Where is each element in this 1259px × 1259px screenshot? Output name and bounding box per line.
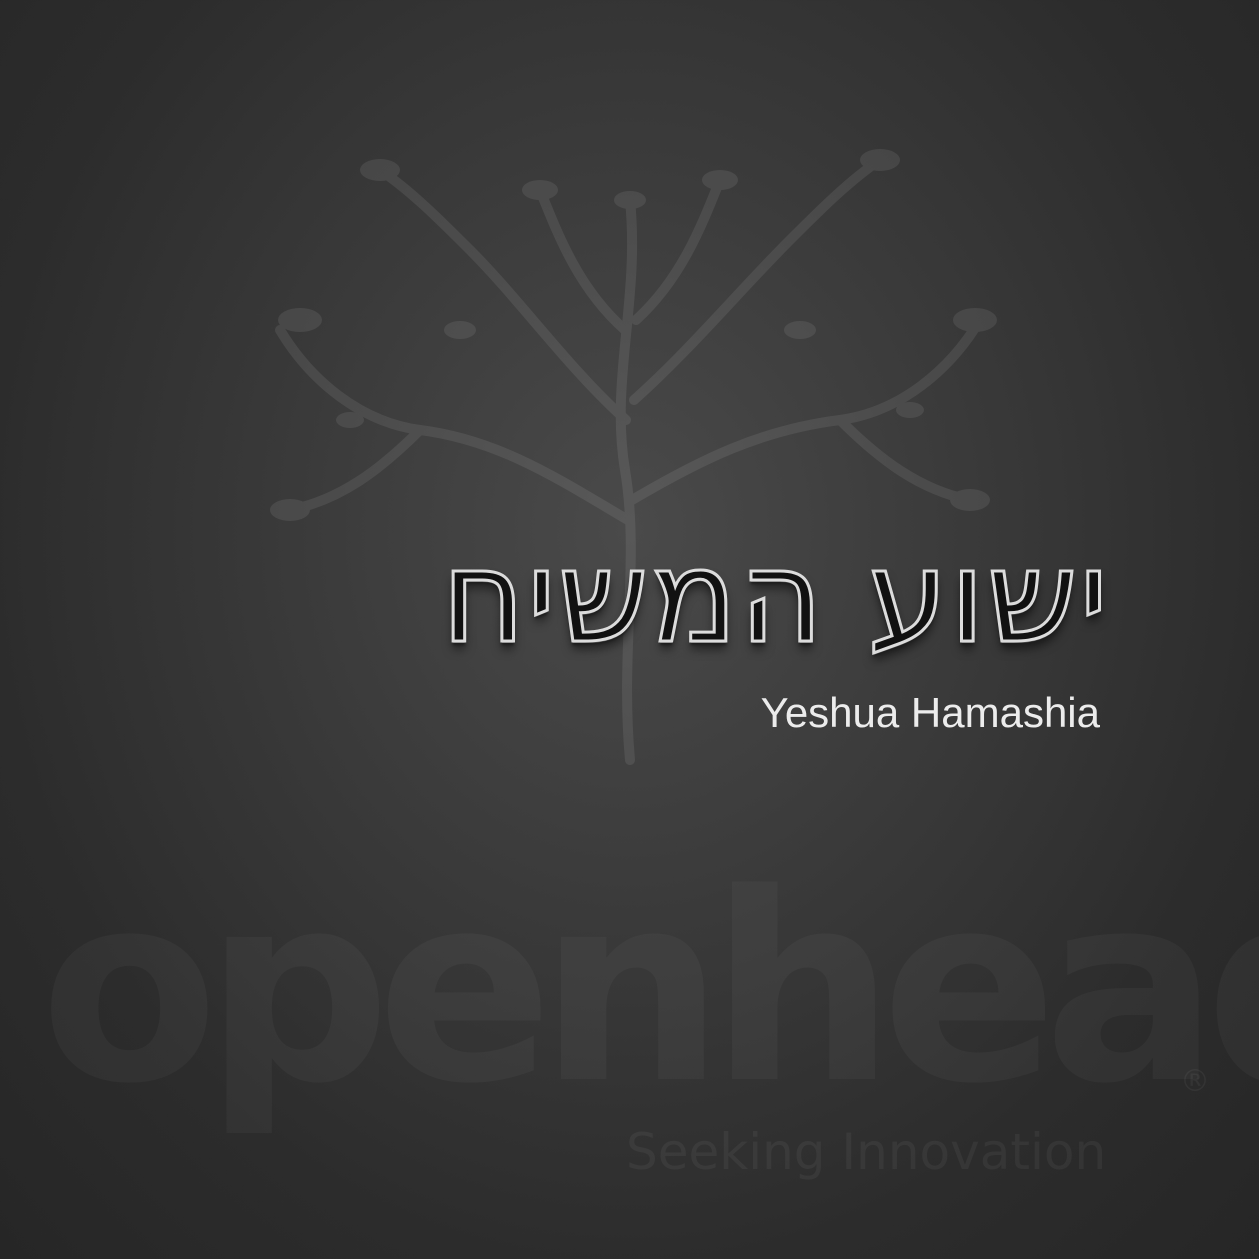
watermark-brand bbox=[40, 840, 1220, 1150]
watermark-registered-mark: ® bbox=[1180, 1064, 1210, 1099]
hebrew-title: ישוע המשיח bbox=[441, 523, 1110, 672]
latin-subtitle: Yeshua Hamashia bbox=[760, 689, 1100, 736]
watermark-tagline: Seeking Innovation bbox=[626, 1123, 1107, 1181]
